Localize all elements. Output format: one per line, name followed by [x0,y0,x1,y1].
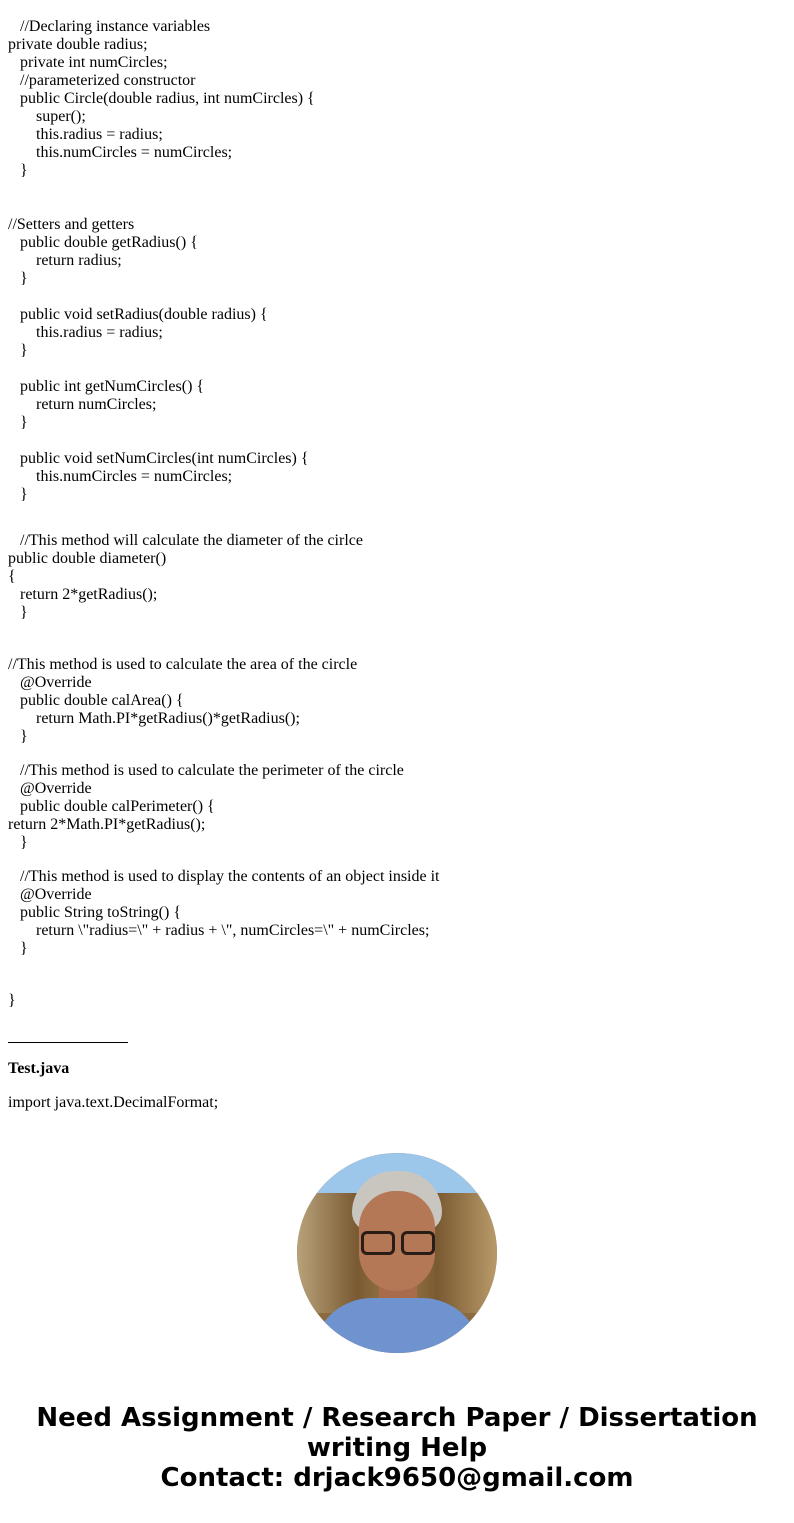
code-line: return radius; [36,252,122,269]
code-line: } [20,940,28,957]
glasses-icon [361,1231,395,1255]
code-line: public int getNumCircles() { [20,378,205,395]
code-line: //This method will calculate the diameter of the cirlce [20,532,363,549]
code-line: } [20,270,28,287]
footer-line-3: Contact: drjack9650@gmail.com [160,1463,634,1493]
code-line: //This method is used to calculate the perimeter of the circle [20,762,404,779]
contact-banner [0,1403,794,1493]
author-photo [297,1153,497,1353]
code-line: this.radius = radius; [36,324,163,341]
code-line: //Setters and getters [8,216,135,233]
file-heading: Test.java [8,1060,70,1077]
code-line: @Override [20,886,92,903]
code-line: } [20,162,28,179]
code-line: } [20,728,28,745]
code-line: public double getRadius() { [20,234,198,251]
code-line: this.numCircles = numCircles; [36,468,233,485]
code-line: return 2*getRadius(); [20,586,158,603]
code-line: } [20,604,28,621]
code-line: return \"radius=\" + radius + \", numCircles=\" + numCircles; [36,922,430,939]
code-line: public void setNumCircles(int numCircles) { [20,450,309,467]
code-line: } [20,414,28,431]
code-line: @Override [20,674,92,691]
code-line: @Override [20,780,92,797]
code-line: public double calPerimeter() { [20,798,215,815]
footer-line-1: Need Assignment / Research Paper / Dissertation [36,1403,758,1433]
code-line: public double calArea() { [20,692,184,709]
code-line: public Circle(double radius, int numCircles) { [20,90,315,107]
import-line: import java.text.DecimalFormat; [8,1094,219,1111]
code-line: //parameterized constructor [20,72,196,89]
code-line: public String toString() { [20,904,182,921]
code-line: } [20,834,28,851]
code-line: //This method is used to calculate the area of the circle [8,656,358,673]
code-line: this.numCircles = numCircles; [36,144,233,161]
code-line: //This method is used to display the contents of an object inside it [20,868,440,885]
code-line: this.radius = radius; [36,126,163,143]
code-line: } [20,342,28,359]
code-line: //Declaring instance variables [20,18,211,35]
divider [8,1042,128,1043]
code-line: public void setRadius(double radius) { [20,306,268,323]
code-line: private double radius; [8,36,148,53]
code-line: return 2*Math.PI*getRadius(); [8,816,206,833]
footer-line-2: writing Help [306,1433,488,1463]
code-line: } [8,992,16,1009]
code-line: private int numCircles; [20,54,168,71]
code-line: return numCircles; [36,396,157,413]
code-line: return Math.PI*getRadius()*getRadius(); [36,710,300,727]
code-line: } [20,486,28,503]
code-line: public double diameter() [8,550,167,567]
code-line: super(); [36,108,86,125]
code-line: { [8,568,16,585]
